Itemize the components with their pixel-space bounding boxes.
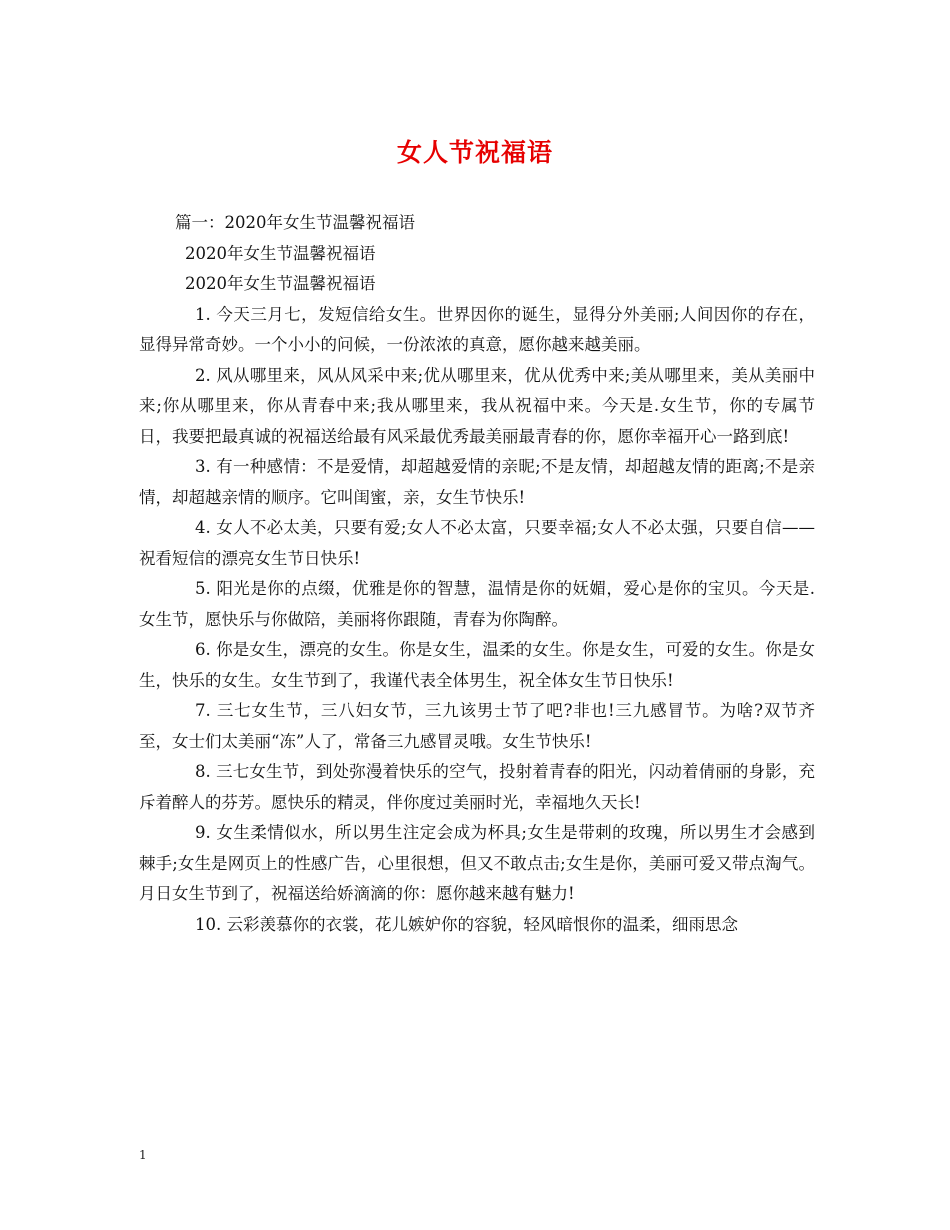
paragraph: 8. 三七女生节，到处弥漫着快乐的空气，投射着青春的阳光，闪动着倩丽的身影，充斥着醉人的芬芳。愿快乐的精灵，伴你度过美丽时光，幸福地久天长! (139, 762, 815, 812)
section-heading: 篇一：2020年女生节温馨祝福语 (175, 213, 415, 232)
paragraph: 7. 三七女生节，三八妇女节，三九该男士节了吧?非也!三九感冒节。为啥?双节齐至，女士们太美丽“冻”人了，常备三九感冒灵哦。女生节快乐! (139, 701, 815, 751)
document-title: 女人节祝福语 (396, 138, 553, 167)
section-subheading: 2020年女生节温馨祝福语 (185, 274, 376, 293)
document-body (139, 208, 815, 940)
paragraph: 1. 今天三月七，发短信给女生。世界因你的诞生，显得分外美丽;人间因你的存在，显得异常奇妙。一个小小的问候，一份浓浓的真意，愿你越来越美丽。 (139, 304, 815, 354)
paragraph: 3. 有一种感情：不是爱情，却超越爱情的亲昵;不是友情，却超越友情的距离;不是亲情，却超越亲情的顺序。它叫闺蜜，亲，女生节快乐! (139, 457, 815, 507)
paragraph: 2. 风从哪里来，风从风采中来;优从哪里来，优从优秀中来;美从哪里来，美从美丽中来;你从哪里来，你从青春中来;我从哪里来，我从祝福中来。今天是.女生节，你的专属节日，我要把最真诚的祝福送给最有风采最优秀最美丽最青春的你，愿你幸福开心一路到底! (139, 365, 815, 446)
page-number: 1 (139, 1148, 147, 1162)
paragraph: 10. 云彩羡慕你的衣裳，花儿嫉妒你的容貌，轻风暗恨你的温柔，细雨思念 (195, 914, 738, 934)
paragraph: 9. 女生柔情似水，所以男生注定会成为杯具;女生是带刺的玫瑰，所以男生才会感到棘手;女生是网页上的性感广告，心里很想，但又不敢点击;女生是你，美丽可爱又带点淘气。月日女生节到了，祝福送给娇滴滴的你：愿你越来越有魅力! (139, 823, 815, 903)
paragraph: 6. 你是女生，漂亮的女生。你是女生，温柔的女生。你是女生，可爱的女生。你是女生，快乐的女生。女生节到了，我谨代表全体男生，祝全体女生节日快乐! (139, 640, 815, 690)
paragraph: 4. 女人不必太美，只要有爱;女人不必太富，只要幸福;女人不必太强，只要自信——祝看短信的漂亮女生节日快乐! (139, 518, 815, 568)
paragraph: 5. 阳光是你的点缀，优雅是你的智慧，温情是你的妩媚，爱心是你的宝贝。今天是.女生节，愿快乐与你做陪，美丽将你跟随，青春为你陶醉。 (139, 579, 815, 629)
section-subheading: 2020年女生节温馨祝福语 (185, 243, 376, 263)
